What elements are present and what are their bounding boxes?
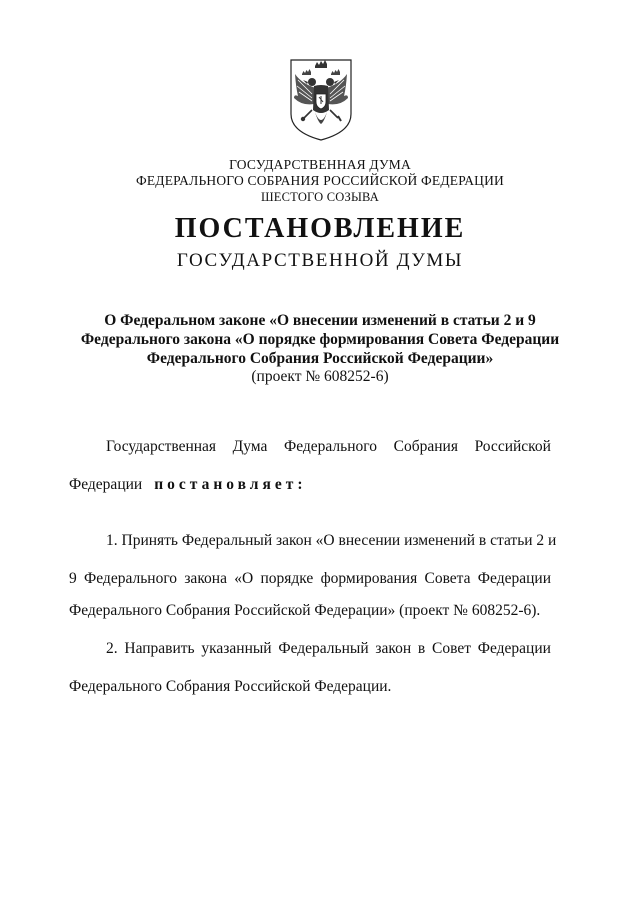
item-word: указанный — [201, 640, 272, 657]
subject-line: О Федеральном законе «О внесении изменений в статьи 2 и 9 — [104, 312, 536, 329]
item-word: закона — [184, 570, 227, 587]
item-word: Федерального — [84, 570, 178, 587]
russian-coat-of-arms-icon — [288, 58, 354, 142]
preamble-word: Федерального — [283, 438, 378, 455]
item-2-line2: Федерального Собрания Российской Федерации. — [69, 678, 392, 695]
document-type-heading: ПОСТАНОВЛЕНИЕ — [174, 213, 466, 244]
preamble-line2 — [69, 475, 551, 495]
item-1-line1: 1. Принять Федеральный закон «О внесении изменений в статьи 2 и — [106, 532, 557, 549]
preamble-line1 — [106, 437, 551, 457]
subject-line: Федерального закона «О порядке формирования Совета Федерации — [80, 331, 560, 348]
subject-line: Федерального Собрания Российской Федерации» — [146, 350, 494, 367]
item-word: формирования — [320, 570, 418, 587]
item-word: Направить — [124, 640, 195, 657]
item-word: Совета — [424, 570, 471, 587]
item-1-line2 — [69, 569, 551, 589]
item-1-line3: Федерального Собрания Российской Федерации» (проект № 608252-6). — [69, 602, 541, 619]
preamble-word: Российской — [474, 438, 551, 455]
item-word: Совет — [432, 640, 471, 657]
item-word: порядке — [260, 570, 314, 587]
preamble-word: Дума — [232, 438, 268, 455]
item-word: Федерации — [477, 570, 551, 587]
document-issuer-heading: ГОСУДАРСТВЕННОЙ ДУМЫ — [176, 250, 464, 271]
item-word: 2. — [106, 640, 118, 657]
item-word: в — [417, 640, 426, 657]
convocation-label: ШЕСТОГО СОЗЫВА — [260, 190, 380, 204]
item-word: Федеральный — [278, 640, 369, 657]
item-word: закон — [375, 640, 412, 657]
item-2-line1 — [106, 639, 551, 659]
item-word: Федерации — [477, 640, 551, 657]
preamble-word: Государственная — [106, 438, 217, 455]
org-title-line1: ГОСУДАРСТВЕННАЯ ДУМА — [229, 157, 411, 172]
project-number: (проект № 608252-6) — [251, 368, 389, 385]
decree-word: постановляет: — [154, 476, 307, 493]
item-word: «О — [234, 570, 254, 587]
item-word: 9 — [69, 570, 77, 587]
org-title-line2: ФЕДЕРАЛЬНОГО СОБРАНИЯ РОССИЙСКОЙ ФЕДЕРАЦИИ — [136, 173, 504, 188]
preamble-word: Собрания — [393, 438, 458, 455]
preamble-word: Федерации — [69, 476, 143, 493]
